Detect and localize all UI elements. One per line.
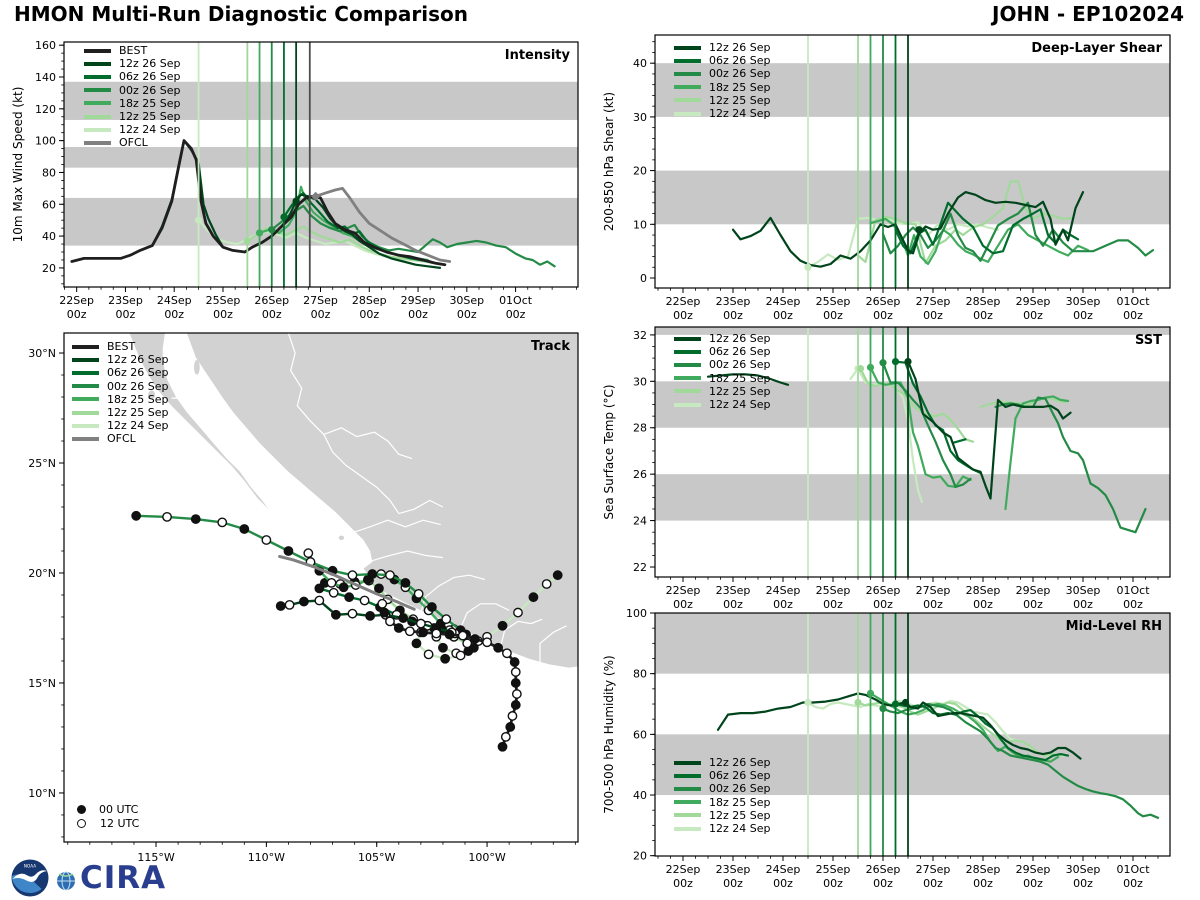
legend-label: 06z 26 Sep xyxy=(709,769,771,783)
svg-text:29Sep00z: 29Sep 00z xyxy=(1015,295,1051,322)
legend-label: 18z 25 Sep xyxy=(709,795,771,809)
legend-swatch-r06z26 xyxy=(674,59,701,63)
legend-item-r06z26 xyxy=(84,70,181,83)
track-point-12utc xyxy=(378,600,386,608)
svg-text:26Sep00z: 26Sep 00z xyxy=(865,584,901,611)
svg-text:29Sep00z: 29Sep 00z xyxy=(400,294,436,321)
panel-title-track: Track xyxy=(531,339,570,354)
legend-item-r00z26 xyxy=(674,782,771,795)
track-point-00utc xyxy=(332,611,340,619)
svg-text:25°N: 25°N xyxy=(28,456,56,470)
legend-label: 12z 24 Sep xyxy=(709,398,771,412)
init-marker-r12z26 xyxy=(902,699,909,706)
svg-text:24Sep00z: 24Sep 00z xyxy=(765,863,801,890)
track-point-12utc xyxy=(327,579,335,587)
track-point-12utc xyxy=(514,608,522,616)
legend-item-r18z25 xyxy=(84,97,181,110)
init-marker-r12z24 xyxy=(804,264,811,271)
legend-label: 00z 26 Sep xyxy=(709,782,771,796)
track-point-00utc xyxy=(512,701,520,709)
init-marker-r12z26 xyxy=(293,197,300,204)
legend-item-r00z26 xyxy=(72,380,169,393)
legend-item-r12z26 xyxy=(674,756,771,769)
track-point-00utc xyxy=(506,723,514,731)
track-point-00utc xyxy=(494,644,502,652)
track-point-12utc xyxy=(360,596,368,604)
track-point-00utc xyxy=(368,570,376,578)
legend-swatch-r12z26 xyxy=(84,62,111,66)
sst-legend xyxy=(674,332,771,411)
legend-swatch-BEST xyxy=(84,49,111,53)
svg-text:28Sep00z: 28Sep 00z xyxy=(965,584,1001,611)
legend-swatch-r00z26 xyxy=(674,363,701,367)
svg-text:01Oct00z: 01Oct 00z xyxy=(1116,295,1150,322)
init-marker-r06z26 xyxy=(892,700,899,707)
cira-logo-text: CIRA xyxy=(80,860,167,896)
svg-text:20: 20 xyxy=(42,261,56,275)
init-marker-r12z24 xyxy=(804,699,811,706)
legend-label: 12z 25 Sep xyxy=(709,808,771,822)
panel-title-rh: Mid-Level RH xyxy=(1065,619,1162,634)
y-axis-label-sst: Sea Surface Temp (°C) xyxy=(602,384,616,520)
svg-text:22: 22 xyxy=(633,561,647,575)
legend-item-r12z26 xyxy=(72,353,169,366)
init-marker-r00z26 xyxy=(879,359,886,366)
track-point-12utc xyxy=(442,615,450,623)
legend-item-r12z24 xyxy=(674,107,771,120)
svg-text:160: 160 xyxy=(35,39,56,53)
svg-text:105°W: 105°W xyxy=(358,851,396,864)
legend-label: 06z 26 Sep xyxy=(107,366,169,380)
track-point-00utc xyxy=(412,639,420,647)
svg-text:25Sep00z: 25Sep 00z xyxy=(815,584,851,611)
legend-label: 00z 26 Sep xyxy=(709,67,771,81)
track-point-00utc xyxy=(498,743,506,751)
legend-swatch-r12z25 xyxy=(674,813,701,817)
legend-swatch-r06z26 xyxy=(674,774,701,778)
track-point-00utc xyxy=(471,635,479,643)
svg-text:32: 32 xyxy=(633,328,647,342)
legend-swatch-r12z25 xyxy=(84,115,111,119)
svg-text:27Sep00z: 27Sep 00z xyxy=(303,294,338,321)
svg-text:80: 80 xyxy=(42,166,56,180)
track-point-12utc xyxy=(348,609,356,617)
legend-label: 00z 26 Sep xyxy=(119,83,181,97)
svg-text:30: 30 xyxy=(633,110,647,124)
init-marker-r12z25 xyxy=(854,699,861,706)
track-point-00utc xyxy=(553,571,561,579)
svg-text:28: 28 xyxy=(633,421,647,435)
legend-item-r00z26 xyxy=(674,358,771,371)
legend-swatch-r18z25 xyxy=(674,85,701,89)
track-point-12utc xyxy=(503,649,511,657)
legend-item-OFCL xyxy=(72,432,169,445)
svg-text:30Sep00z: 30Sep 00z xyxy=(1065,584,1101,611)
track-point-00utc xyxy=(132,512,140,520)
track-point-12utc xyxy=(304,549,312,557)
track-point-12utc xyxy=(386,571,394,579)
legend-item-r00z26 xyxy=(84,84,181,97)
legend-label: 12z 25 Sep xyxy=(709,384,771,398)
legend-swatch-r12z26 xyxy=(674,761,701,765)
cira-globe-icon xyxy=(56,861,76,895)
track-point-12utc xyxy=(348,571,356,579)
track-point-00utc xyxy=(395,624,403,632)
svg-text:25Sep00z: 25Sep 00z xyxy=(815,295,851,322)
track-point-12utc xyxy=(483,638,491,646)
legend-item-r12z26 xyxy=(674,41,771,54)
legend-swatch-r06z26 xyxy=(72,371,99,375)
svg-text:23Sep00z: 23Sep 00z xyxy=(715,863,751,890)
legend-swatch-r12z26 xyxy=(674,337,701,341)
panel-title-sst: SST xyxy=(1134,333,1162,348)
legend-label: 12z 25 Sep xyxy=(107,406,169,420)
legend-item-r12z25 xyxy=(674,809,771,822)
init-marker-r12z25 xyxy=(244,237,251,244)
track-point-12utc xyxy=(502,733,510,741)
legend-item-r12z25 xyxy=(674,385,771,398)
svg-text:26: 26 xyxy=(633,468,647,482)
svg-text:28Sep00z: 28Sep 00z xyxy=(965,295,1001,322)
track-point-00utc xyxy=(375,584,383,592)
svg-text:40: 40 xyxy=(633,57,647,71)
svg-text:60: 60 xyxy=(633,728,647,742)
legend-swatch-r06z26 xyxy=(674,350,701,354)
panel-title-intensity: Intensity xyxy=(504,48,570,63)
svg-text:26Sep00z: 26Sep 00z xyxy=(865,863,901,890)
track-point-00utc xyxy=(192,515,200,523)
svg-text:30Sep00z: 30Sep 00z xyxy=(1065,863,1101,890)
init-marker-r12z25 xyxy=(857,365,864,372)
land-island xyxy=(194,360,200,375)
svg-text:30°N: 30°N xyxy=(28,347,56,361)
svg-text:26Sep00z: 26Sep 00z xyxy=(254,294,290,321)
track-point-12utc xyxy=(315,596,323,604)
track-point-12utc xyxy=(508,712,516,720)
legend-label: 18z 25 Sep xyxy=(119,96,181,110)
legend-label: 12z 26 Sep xyxy=(107,353,169,367)
svg-text:01Oct00z: 01Oct 00z xyxy=(499,294,533,321)
track-point-12utc xyxy=(285,601,293,609)
svg-text:100: 100 xyxy=(35,134,56,148)
svg-text:80: 80 xyxy=(633,667,647,681)
legend-swatch-r06z26 xyxy=(84,75,111,79)
legend-swatch-r18z25 xyxy=(72,397,99,401)
utc-marker-label: 00 UTC xyxy=(99,802,139,816)
legend-label: 12z 24 Sep xyxy=(107,419,169,433)
track-point-00utc xyxy=(240,525,248,533)
track-point-00utc xyxy=(428,603,436,611)
svg-text:24Sep00z: 24Sep 00z xyxy=(765,584,801,611)
storm-title: JOHN - EP102024 xyxy=(992,2,1184,26)
filled-circle-icon xyxy=(77,805,86,814)
legend-label: 06z 26 Sep xyxy=(709,54,771,68)
track-point-12utc xyxy=(463,639,471,647)
threshold-band xyxy=(64,147,578,168)
legend-item-r12z25 xyxy=(84,110,181,123)
track-point-12utc xyxy=(163,513,171,521)
noaa-logo-icon xyxy=(10,858,52,898)
svg-text:40: 40 xyxy=(42,230,56,244)
legend-label: 00z 26 Sep xyxy=(709,358,771,372)
svg-text:27Sep00z: 27Sep 00z xyxy=(915,863,951,890)
svg-text:22Sep00z: 22Sep 00z xyxy=(665,863,701,890)
track-point-00utc xyxy=(345,593,353,601)
track-point-12utc xyxy=(218,518,226,526)
track-point-00utc xyxy=(366,612,374,620)
legend-swatch-r18z25 xyxy=(674,800,701,804)
legend-swatch-r00z26 xyxy=(72,384,99,388)
svg-text:30Sep00z: 30Sep 00z xyxy=(449,294,485,321)
legend-item-r06z26 xyxy=(674,54,771,67)
track-point-00utc xyxy=(419,628,427,636)
track-point-00utc xyxy=(498,622,506,630)
legend-label: 12z 24 Sep xyxy=(709,822,771,836)
track-point-12utc xyxy=(329,589,337,597)
legend-label: 12z 26 Sep xyxy=(709,41,771,55)
svg-text:01Oct00z: 01Oct 00z xyxy=(1116,863,1150,890)
track-point-12utc xyxy=(262,536,270,544)
svg-text:20: 20 xyxy=(633,164,647,178)
legend-item-r00z26 xyxy=(674,67,771,80)
svg-text:120: 120 xyxy=(35,102,56,116)
intensity-legend xyxy=(84,44,181,150)
legend-label: 06z 26 Sep xyxy=(119,70,181,84)
svg-text:27Sep00z: 27Sep 00z xyxy=(915,295,951,322)
noaa-logo-text: NOAA xyxy=(23,863,37,869)
legend-item-r12z24 xyxy=(674,398,771,411)
legend-item-r12z26 xyxy=(84,57,181,70)
legend-item-r12z24 xyxy=(84,123,181,136)
legend-label: 12z 25 Sep xyxy=(709,93,771,107)
svg-text:24Sep00z: 24Sep 00z xyxy=(765,295,801,322)
svg-text:22Sep00z: 22Sep 00z xyxy=(665,584,701,611)
legend-label: BEST xyxy=(119,44,148,58)
svg-text:20°N: 20°N xyxy=(28,566,56,580)
track-point-00utc xyxy=(277,602,285,610)
legend-item-BEST xyxy=(72,340,169,353)
legend-swatch-r18z25 xyxy=(84,101,111,105)
svg-text:23Sep00z: 23Sep 00z xyxy=(715,584,751,611)
track-point-12utc xyxy=(386,617,394,625)
svg-text:22Sep00z: 22Sep 00z xyxy=(665,295,701,322)
legend-item-r06z26 xyxy=(72,366,169,379)
svg-text:24: 24 xyxy=(633,514,647,528)
legend-item-r18z25 xyxy=(72,393,169,406)
legend-swatch-r12z25 xyxy=(674,389,701,393)
land-island xyxy=(339,536,344,540)
track-point-00utc xyxy=(441,655,449,663)
init-marker-r06z26 xyxy=(280,213,287,220)
svg-text:29Sep00z: 29Sep 00z xyxy=(1015,863,1051,890)
legend-swatch-OFCL xyxy=(84,141,111,145)
y-axis-label-intensity: 10m Max Wind Speed (kt) xyxy=(11,86,25,243)
legend-swatch-r12z24 xyxy=(72,424,99,428)
track-point-00utc xyxy=(380,608,388,616)
svg-text:30: 30 xyxy=(633,375,647,389)
svg-text:23Sep00z: 23Sep 00z xyxy=(108,294,143,321)
y-axis-label-shear: 200-850 hPa Shear (kt) xyxy=(602,91,616,232)
utc-marker-item xyxy=(72,802,139,816)
init-marker-r12z26 xyxy=(904,358,911,365)
init-marker-r18z25 xyxy=(256,229,263,236)
legend-swatch-r00z26 xyxy=(674,72,701,76)
track-point-12utc xyxy=(432,629,440,637)
init-marker-r12z26 xyxy=(915,226,922,233)
legend-label: OFCL xyxy=(119,136,148,150)
legend-label: 06z 26 Sep xyxy=(709,345,771,359)
svg-text:10: 10 xyxy=(633,218,647,232)
track-point-00utc xyxy=(339,583,347,591)
legend-item-r18z25 xyxy=(674,372,771,385)
rh-panel xyxy=(602,607,1170,890)
legend-label: 18z 25 Sep xyxy=(107,392,169,406)
legend-swatch-OFCL xyxy=(72,437,99,441)
legend-swatch-r00z26 xyxy=(674,787,701,791)
svg-text:26Sep00z: 26Sep 00z xyxy=(865,295,901,322)
svg-text:110°W: 110°W xyxy=(247,851,286,864)
legend-item-r18z25 xyxy=(674,796,771,809)
legend-item-r12z26 xyxy=(674,332,771,345)
threshold-band xyxy=(655,171,1170,225)
track-point-12utc xyxy=(406,627,414,635)
init-marker-r18z25 xyxy=(867,364,874,371)
legend-swatch-r18z25 xyxy=(674,376,701,380)
svg-text:25Sep00z: 25Sep 00z xyxy=(205,294,241,321)
track-point-00utc xyxy=(439,644,447,652)
track-point-00utc xyxy=(529,593,537,601)
legend-swatch-r12z25 xyxy=(72,411,99,415)
legend-label: 12z 24 Sep xyxy=(119,123,181,137)
logo-row xyxy=(10,858,166,898)
legend-swatch-r12z24 xyxy=(84,128,111,132)
svg-text:20: 20 xyxy=(633,849,647,863)
track-point-12utc xyxy=(459,631,467,639)
init-marker-r06z26 xyxy=(892,358,899,365)
svg-text:100°W: 100°W xyxy=(468,851,506,864)
legend-item-r12z25 xyxy=(674,94,771,107)
track-point-12utc xyxy=(512,668,520,676)
init-marker-r12z24 xyxy=(195,217,202,224)
track-point-00utc xyxy=(445,630,453,638)
legend-swatch-r12z24 xyxy=(674,827,701,831)
legend-swatch-r00z26 xyxy=(84,88,111,92)
track-point-12utc xyxy=(414,590,422,598)
legend-item-r06z26 xyxy=(674,345,771,358)
init-marker-r00z26 xyxy=(268,226,275,233)
svg-text:140: 140 xyxy=(35,71,56,84)
svg-text:23Sep00z: 23Sep 00z xyxy=(715,295,751,322)
svg-text:115°W: 115°W xyxy=(137,851,175,864)
svg-text:100: 100 xyxy=(626,607,647,620)
utc-marker-label: 12 UTC xyxy=(100,816,140,830)
legend-swatch-r12z24 xyxy=(674,403,701,407)
legend-swatch-r12z25 xyxy=(674,98,701,102)
track-point-12utc xyxy=(542,580,550,588)
y-axis-label-rh: 700-500 hPa Humidity (%) xyxy=(602,655,616,814)
svg-text:30Sep00z: 30Sep 00z xyxy=(1065,295,1101,322)
svg-text:29Sep00z: 29Sep 00z xyxy=(1015,584,1051,611)
svg-text:10°N: 10°N xyxy=(28,786,56,800)
legend-item-r12z24 xyxy=(72,419,169,432)
legend-swatch-r12z26 xyxy=(72,358,99,362)
open-circle-icon xyxy=(77,819,86,828)
svg-text:24Sep00z: 24Sep 00z xyxy=(156,294,192,321)
init-marker-r00z26 xyxy=(879,705,886,712)
rh-legend xyxy=(674,756,771,835)
legend-label: 12z 26 Sep xyxy=(709,756,771,770)
legend-swatch-r12z24 xyxy=(674,112,701,116)
svg-text:28Sep00z: 28Sep 00z xyxy=(351,294,387,321)
land-island xyxy=(212,367,221,385)
track-point-00utc xyxy=(510,658,518,666)
legend-item-BEST xyxy=(84,44,181,57)
legend-label: 12z 25 Sep xyxy=(119,110,181,124)
track-point-12utc xyxy=(456,651,464,659)
track-point-00utc xyxy=(300,597,308,605)
svg-text:01Oct00z: 01Oct 00z xyxy=(1116,584,1150,611)
legend-item-r12z24 xyxy=(674,822,771,835)
legend-label: BEST xyxy=(107,340,136,354)
track-point-12utc xyxy=(513,690,521,698)
svg-text:22Sep00z: 22Sep 00z xyxy=(59,294,95,321)
legend-label: 00z 26 Sep xyxy=(107,379,169,393)
svg-text:0: 0 xyxy=(640,272,647,286)
legend-label: 12z 26 Sep xyxy=(709,332,771,346)
legend-item-r12z25 xyxy=(72,406,169,419)
track-point-00utc xyxy=(315,584,323,592)
track-legend xyxy=(72,340,169,446)
track-point-12utc xyxy=(417,619,425,627)
svg-text:40: 40 xyxy=(633,789,647,803)
init-marker-r18z25 xyxy=(867,690,874,697)
svg-text:60: 60 xyxy=(42,198,56,212)
svg-text:25Sep00z: 25Sep 00z xyxy=(815,863,851,890)
legend-swatch-BEST xyxy=(72,345,99,349)
track-point-00utc xyxy=(399,614,407,622)
legend-item-OFCL xyxy=(84,136,181,149)
utc-marker-item xyxy=(72,816,139,830)
legend-item-r06z26 xyxy=(674,769,771,782)
legend-label: 12z 24 Sep xyxy=(709,107,771,121)
track-point-00utc xyxy=(284,547,292,555)
legend-label: OFCL xyxy=(107,432,136,446)
legend-label: 18z 25 Sep xyxy=(709,80,771,94)
track-point-12utc xyxy=(424,650,432,658)
svg-text:27Sep00z: 27Sep 00z xyxy=(915,584,951,611)
legend-item-r18z25 xyxy=(674,81,771,94)
panel-title-shear: Deep-Layer Shear xyxy=(1031,41,1162,56)
track-point-00utc xyxy=(401,579,409,587)
utc-marker-legend xyxy=(72,802,139,830)
legend-swatch-r12z26 xyxy=(674,46,701,50)
shear-legend xyxy=(674,41,771,120)
svg-text:28Sep00z: 28Sep 00z xyxy=(965,863,1001,890)
threshold-band xyxy=(655,474,1170,520)
legend-label: 18z 25 Sep xyxy=(709,371,771,385)
svg-text:15°N: 15°N xyxy=(28,676,56,690)
track-point-00utc xyxy=(512,679,520,687)
figure-title: HMON Multi-Run Diagnostic Comparison xyxy=(14,2,468,26)
legend-label: 12z 26 Sep xyxy=(119,57,181,71)
